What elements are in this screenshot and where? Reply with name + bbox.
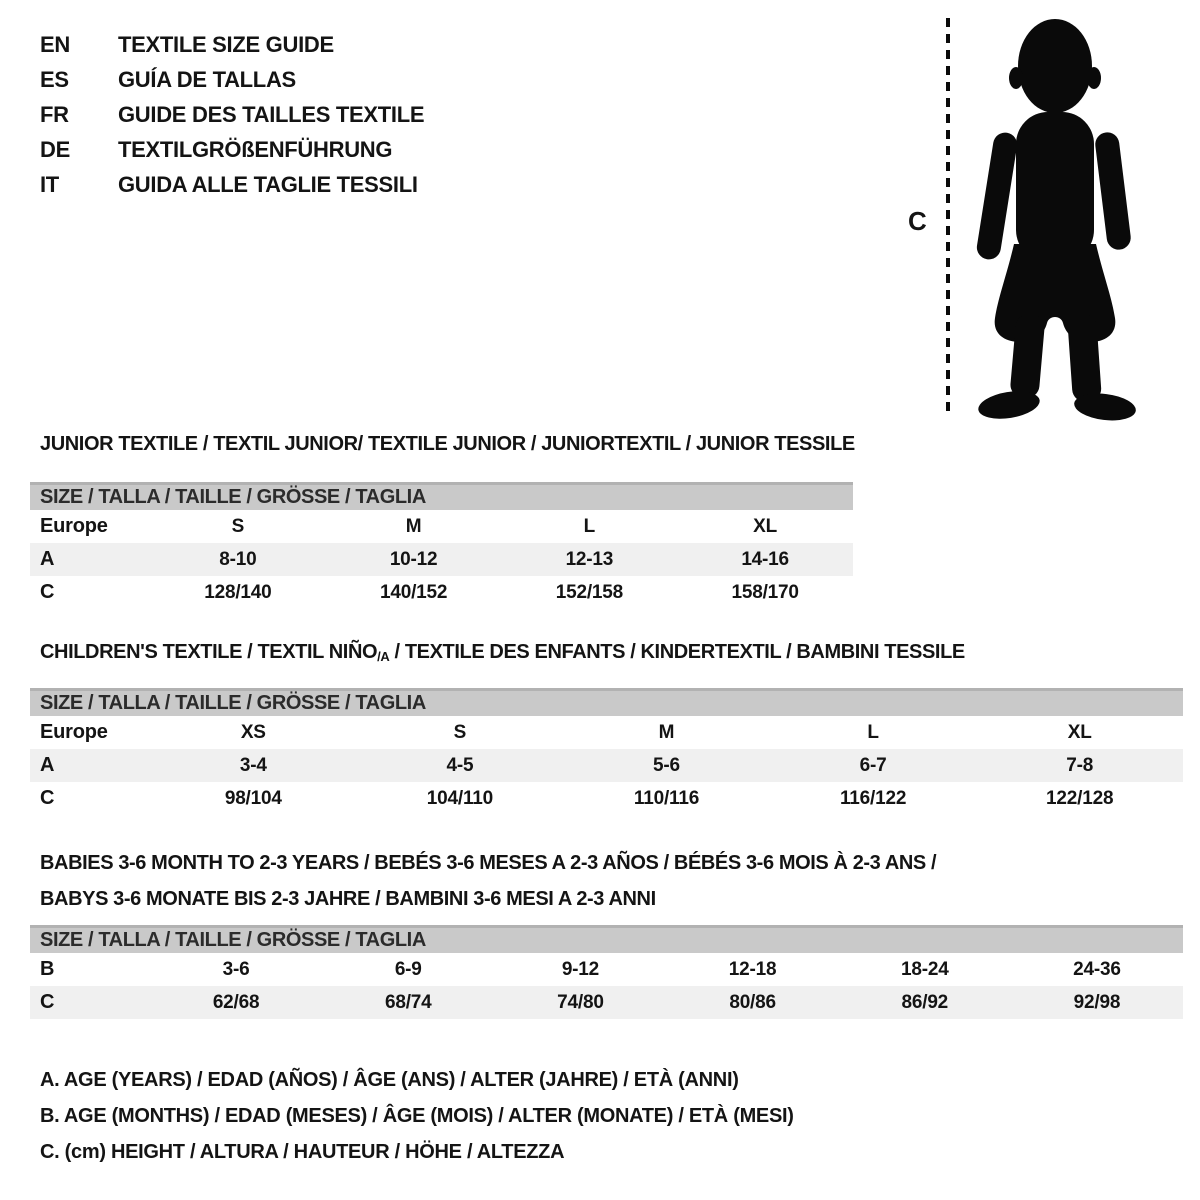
age-cell: 5-6 bbox=[653, 754, 680, 776]
table-row-age bbox=[30, 543, 853, 576]
age-cell: 14-16 bbox=[741, 548, 789, 570]
guide-title-de: TEXTILGRÖßENFÜHRUNG bbox=[118, 136, 393, 162]
size-cell: S bbox=[453, 721, 467, 743]
row-label: C bbox=[40, 581, 55, 603]
table-row-height bbox=[30, 576, 853, 609]
size-cell: XL bbox=[753, 515, 778, 537]
table-row-age-months bbox=[30, 953, 1183, 986]
age-cell: 9-12 bbox=[561, 958, 600, 980]
row-label: Europe bbox=[40, 721, 108, 743]
height-measure-label: C bbox=[908, 206, 927, 236]
height-cell: 122/128 bbox=[1046, 787, 1114, 809]
title-row-en bbox=[40, 27, 424, 62]
age-cell: 3-4 bbox=[239, 754, 267, 776]
measurement-legend bbox=[40, 1062, 794, 1170]
height-cell: 62/68 bbox=[212, 991, 260, 1013]
table-row-europe bbox=[30, 510, 853, 543]
size-cell: XL bbox=[1067, 721, 1092, 743]
height-measure-line bbox=[944, 18, 952, 418]
row-label: B bbox=[40, 958, 55, 980]
table-row-europe bbox=[30, 716, 1183, 749]
age-cell: 8-10 bbox=[219, 548, 257, 570]
age-cell: 6-9 bbox=[394, 958, 422, 980]
height-cell: 86/92 bbox=[901, 991, 949, 1013]
title-row-de bbox=[40, 132, 424, 167]
row-label: Europe bbox=[40, 515, 108, 537]
age-cell: 24-36 bbox=[1073, 958, 1121, 980]
section-heading-children-pre: CHILDREN'S TEXTILE / TEXTIL NIÑO bbox=[40, 641, 378, 663]
junior-size-table bbox=[30, 482, 853, 609]
babies-size-table bbox=[30, 925, 1183, 1019]
size-cell: S bbox=[231, 515, 245, 537]
language-code-en: EN bbox=[40, 31, 70, 57]
row-label: A bbox=[40, 754, 55, 776]
table-row-height bbox=[30, 782, 1183, 815]
title-row-fr bbox=[40, 97, 424, 132]
height-cell: 74/80 bbox=[557, 991, 604, 1013]
language-code-fr: FR bbox=[40, 101, 69, 127]
size-cell: M bbox=[405, 515, 422, 537]
height-cell: 98/104 bbox=[224, 787, 282, 809]
size-cell: M bbox=[658, 721, 675, 743]
height-cell: 140/152 bbox=[379, 581, 448, 603]
title-block bbox=[40, 27, 424, 202]
table-row-height bbox=[30, 986, 1183, 1019]
legend-line-b: B. AGE (MONTHS) / EDAD (MESES) / ÂGE (MOIS) / ALTER (MONATE) / ETÀ (MESI) bbox=[40, 1104, 794, 1127]
age-cell: 10-12 bbox=[389, 548, 438, 570]
size-cell: L bbox=[583, 515, 596, 537]
height-cell: 68/74 bbox=[384, 991, 432, 1013]
age-cell: 3-6 bbox=[222, 958, 250, 980]
title-row-it bbox=[40, 167, 424, 202]
row-label: A bbox=[40, 548, 55, 570]
age-cell: 18-24 bbox=[900, 958, 949, 980]
legend-line-a: A. AGE (YEARS) / EDAD (AÑOS) / ÂGE (ANS) / ALTER (JAHRE) / ETÀ (ANNI) bbox=[40, 1068, 739, 1091]
height-cell: 110/116 bbox=[633, 787, 700, 809]
section-heading-children bbox=[40, 641, 965, 664]
height-cell: 104/110 bbox=[426, 787, 493, 809]
language-code-es: ES bbox=[40, 66, 69, 92]
section-heading-children-post: / TEXTILE DES ENFANTS / KINDERTEXTIL / BAMBINI TESSILE bbox=[389, 641, 965, 663]
age-cell: 6-7 bbox=[859, 754, 887, 776]
height-cell: 92/98 bbox=[1073, 991, 1121, 1013]
age-cell: 12-13 bbox=[565, 548, 614, 570]
legend-line-c: C. (cm) HEIGHT / ALTURA / HAUTEUR / HÖHE / ALTEZZA bbox=[40, 1140, 565, 1163]
language-code-it: IT bbox=[40, 171, 59, 197]
age-cell: 7-8 bbox=[1066, 754, 1094, 776]
size-header-bar: SIZE / TALLA / TAILLE / GRÖSSE / TAGLIA bbox=[30, 925, 1183, 953]
height-cell: 116/122 bbox=[839, 787, 907, 809]
size-cell: XS bbox=[240, 721, 266, 743]
section-heading-junior: JUNIOR TEXTILE / TEXTIL JUNIOR/ TEXTILE JUNIOR / JUNIORTEXTIL / JUNIOR TESSILE bbox=[40, 433, 855, 455]
height-cell: 80/86 bbox=[729, 991, 776, 1013]
height-cell: 158/170 bbox=[731, 581, 799, 603]
row-label: C bbox=[40, 787, 55, 809]
guide-title-en: TEXTILE SIZE GUIDE bbox=[118, 31, 334, 57]
section-heading-children-sub: /A bbox=[377, 649, 390, 664]
age-cell: 12-18 bbox=[728, 958, 777, 980]
language-code-de: DE bbox=[40, 136, 70, 162]
size-header-bar: SIZE / TALLA / TAILLE / GRÖSSE / TAGLIA bbox=[30, 482, 853, 510]
size-cell: L bbox=[867, 721, 879, 743]
height-cell: 152/158 bbox=[555, 581, 624, 603]
height-cell: 128/140 bbox=[204, 581, 272, 603]
guide-title-es: GUÍA DE TALLAS bbox=[118, 66, 296, 92]
section-heading-babies-line1: BABIES 3-6 MONTH TO 2-3 YEARS / BEBÉS 3-6 MESES A 2-3 AÑOS / BÉBÉS 3-6 MOIS À 2-3 ANS / bbox=[40, 852, 937, 874]
age-cell: 4-5 bbox=[446, 754, 474, 776]
children-size-table bbox=[30, 688, 1183, 815]
table-row-age bbox=[30, 749, 1183, 782]
section-heading-babies bbox=[40, 845, 936, 917]
toddler-silhouette-icon bbox=[958, 16, 1140, 422]
title-row-es bbox=[40, 62, 424, 97]
size-header-bar: SIZE / TALLA / TAILLE / GRÖSSE / TAGLIA bbox=[30, 688, 1183, 716]
guide-title-it: GUIDA ALLE TAGLIE TESSILI bbox=[118, 171, 418, 197]
row-label: C bbox=[40, 991, 55, 1013]
section-heading-babies-line2: BABYS 3-6 MONATE BIS 2-3 JAHRE / BAMBINI 3-6 MESI A 2-3 ANNI bbox=[40, 888, 656, 910]
guide-title-fr: GUIDE DES TAILLES TEXTILE bbox=[118, 101, 425, 127]
